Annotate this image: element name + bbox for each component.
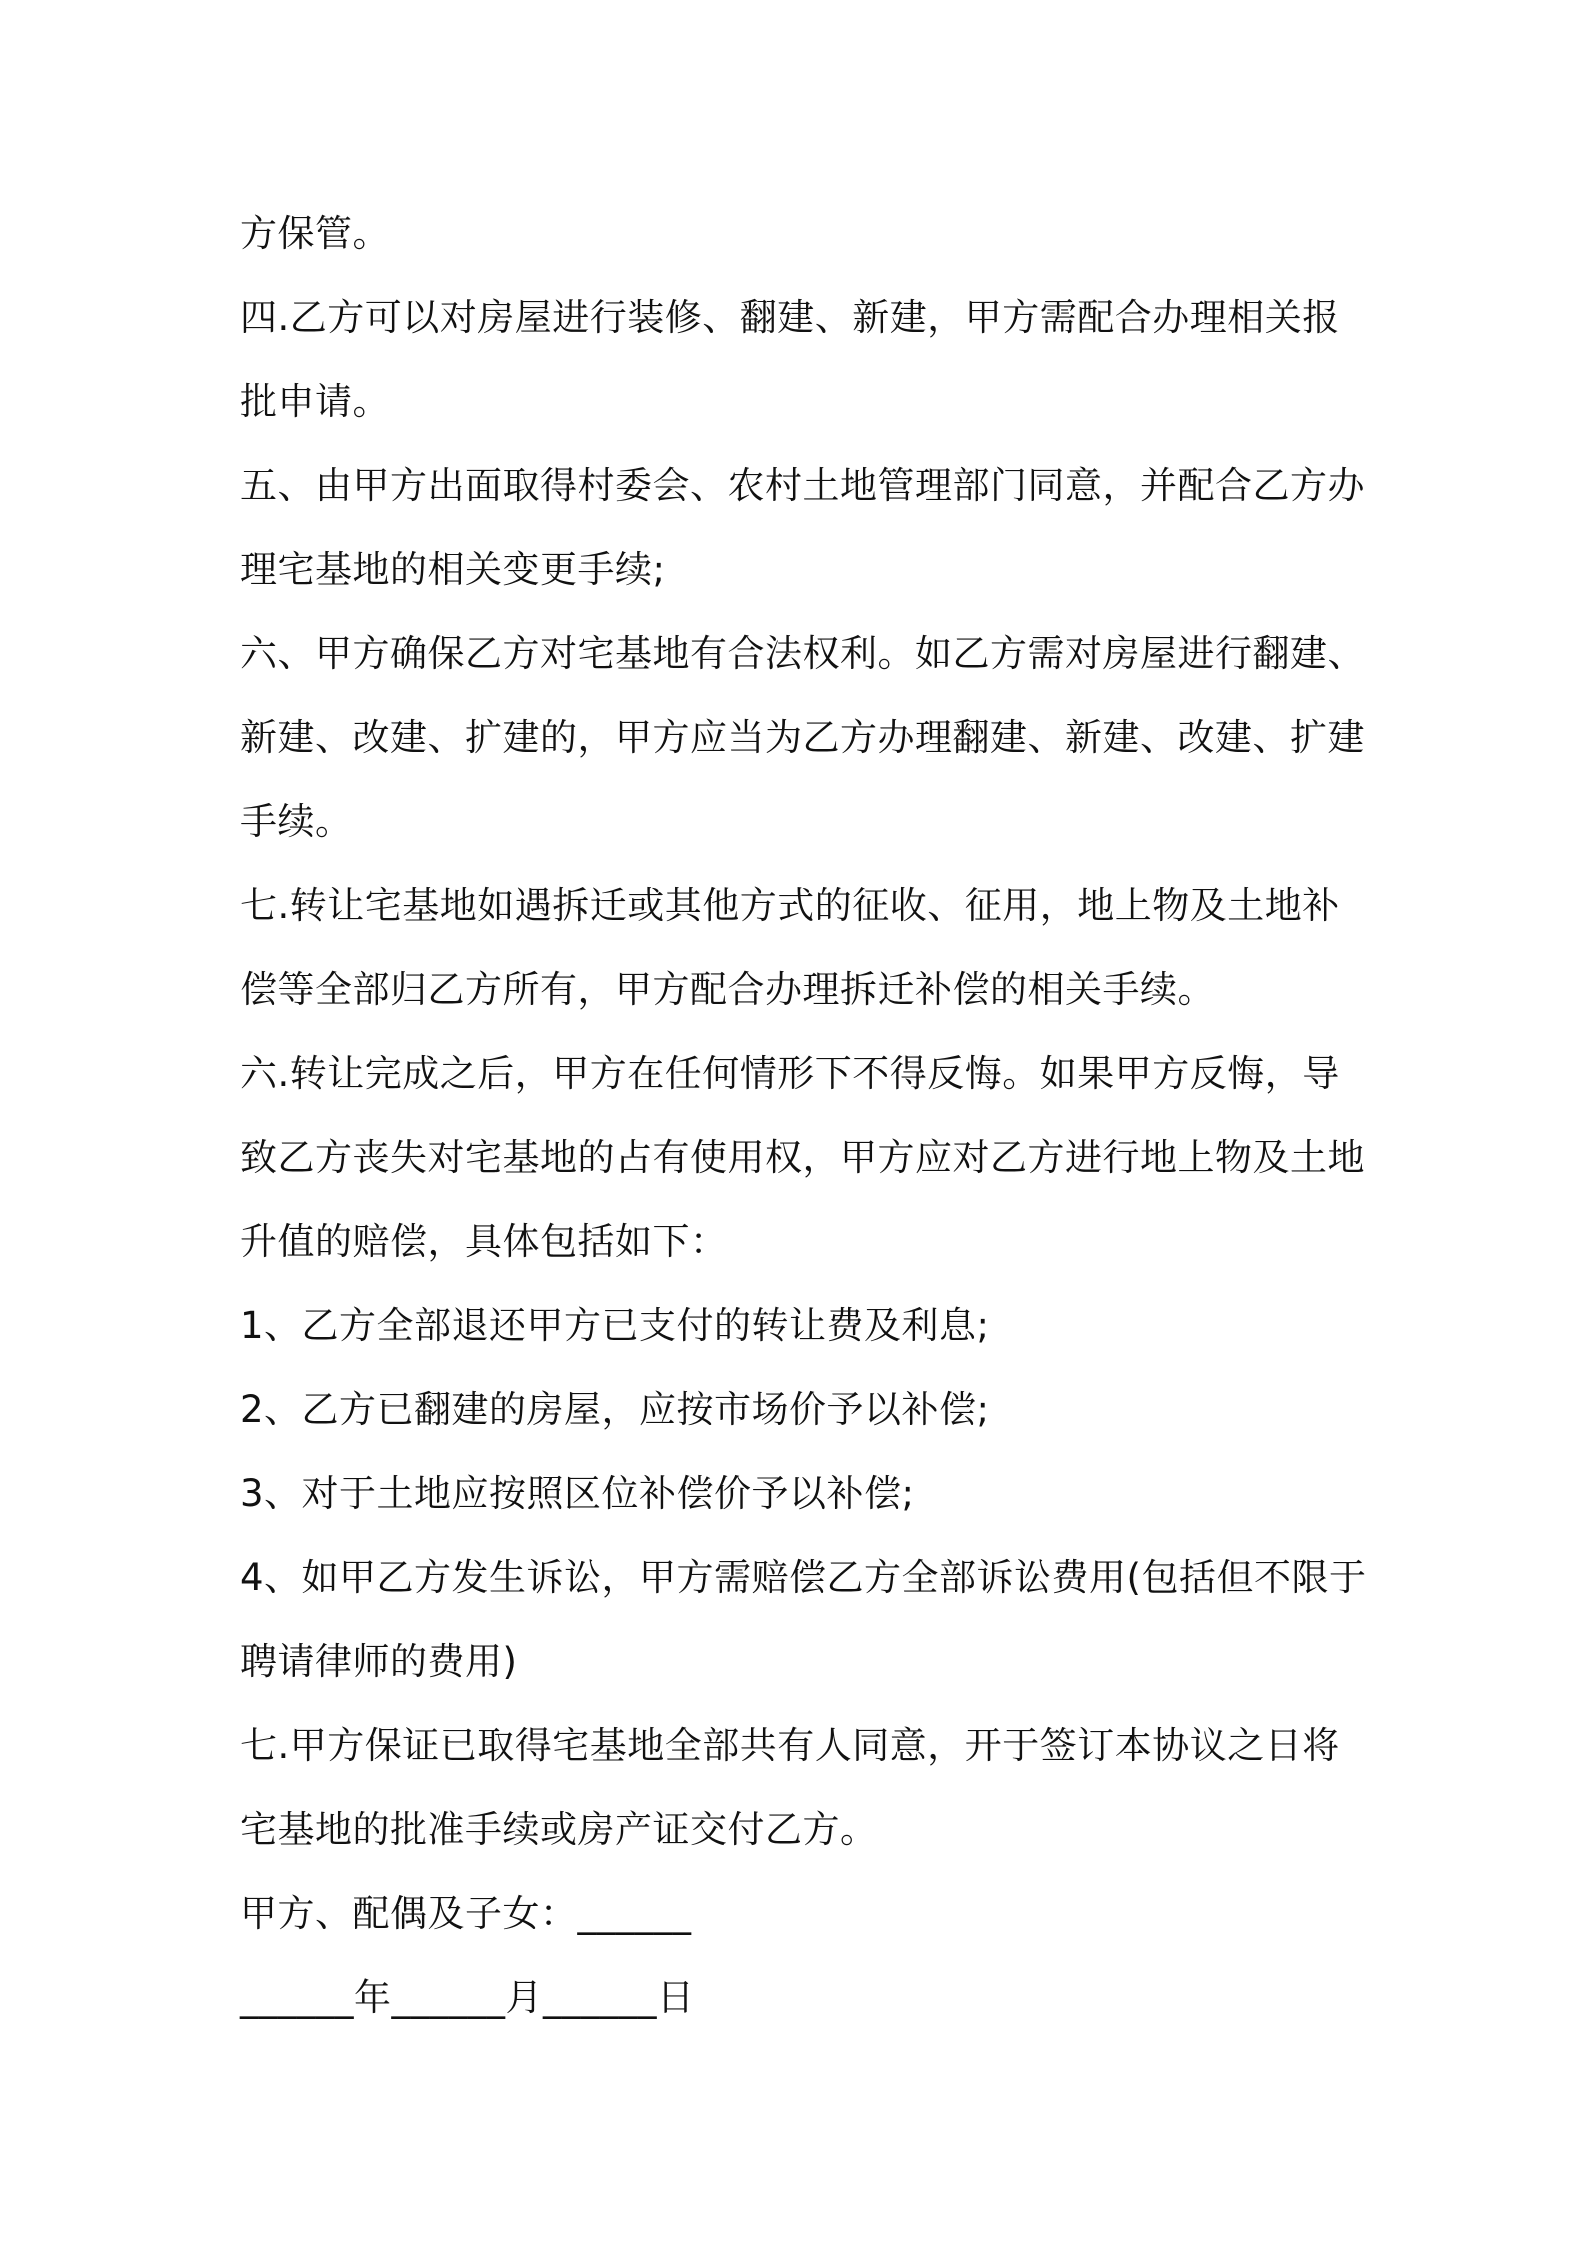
text-line: 新建、改建、扩建的，甲方应当为乙方办理翻建、新建、改建、扩建 — [240, 716, 1365, 759]
text-line: 批申请。 — [240, 380, 390, 423]
text-line: 六、甲方确保乙方对宅基地有合法权利。如乙方需对房屋进行翻建、 — [240, 632, 1365, 675]
text-line: 四.乙方可以对房屋进行装修、翻建、新建，甲方需配合办理相关报 — [240, 296, 1340, 339]
text-line: 聘请律师的费用) — [240, 1640, 518, 1683]
text-line: 4、如甲乙方发生诉讼，甲方需赔偿乙方全部诉讼费用(包括但不限于 — [240, 1556, 1367, 1599]
text-line: 六.转让完成之后，甲方在任何情形下不得反悔。如果甲方反悔，导 — [240, 1052, 1340, 1095]
text-line: 方保管。 — [240, 212, 390, 255]
text-line: 宅基地的批准手续或房产证交付乙方。 — [240, 1808, 878, 1851]
document-body — [240, 192, 1367, 2040]
text-line: 五、由甲方出面取得村委会、农村土地管理部门同意，并配合乙方办 — [240, 464, 1365, 507]
text-line: 1、乙方全部退还甲方已支付的转让费及利息; — [240, 1304, 990, 1347]
text-line: 偿等全部归乙方所有，甲方配合办理拆迁补偿的相关手续。 — [240, 968, 1215, 1011]
text-line: 手续。 — [240, 800, 353, 843]
text-line: 理宅基地的相关变更手续; — [240, 548, 666, 591]
text-line: 2、乙方已翻建的房屋，应按市场价予以补偿; — [240, 1388, 990, 1431]
text-line: 七.甲方保证已取得宅基地全部共有人同意，开于签订本协议之日将 — [240, 1724, 1340, 1767]
text-line: 七.转让宅基地如遇拆迁或其他方式的征收、征用，地上物及土地补 — [240, 884, 1340, 927]
date-line: ______年______月______日 — [240, 1976, 695, 2019]
text-line: 致乙方丧失对宅基地的占有使用权，甲方应对乙方进行地上物及土地 — [240, 1136, 1365, 1179]
text-line: 3、对于土地应按照区位补偿价予以补偿; — [240, 1472, 915, 1515]
signature-line: 甲方、配偶及子女：______ — [240, 1892, 692, 1935]
text-line: 升值的赔偿，具体包括如下： — [240, 1220, 728, 1263]
